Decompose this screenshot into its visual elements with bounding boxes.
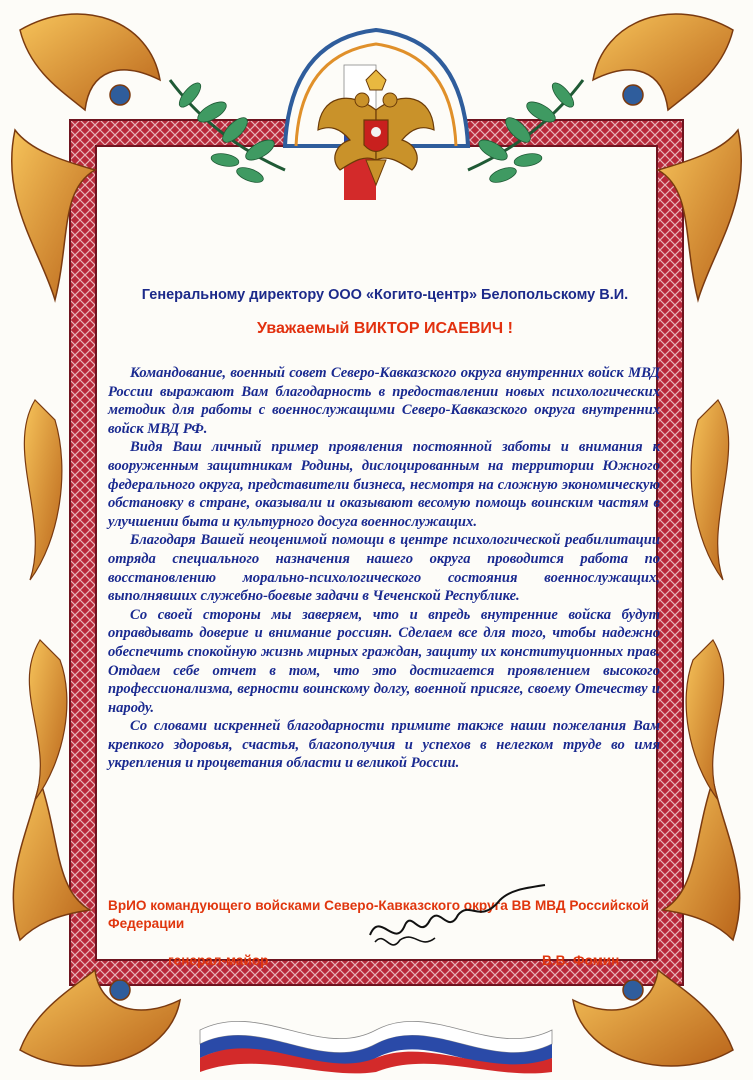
handwritten-signature — [360, 880, 550, 960]
body-paragraph: Видя Ваш личный пример проявления постоянной заботы и внимания к вооруженным защитникам Родины, дислоцированным на территории Южного федерального округа, представители бизнеса, несмотря на сложную экономическую обстановку в стране, оказывали и оказывают весомую помощь воинским частям в улучшении быта и культурного досуга военнослужащих. — [108, 439, 660, 530]
addressee-line: Генеральному директору ООО «Когито-центр» Белопольскому В.И. — [141, 287, 629, 303]
greeting-line: Уважаемый ВИКТОР ИСАЕВИЧ ! — [257, 320, 513, 337]
signatory-rank: генерал-майор — [168, 953, 269, 968]
signatory-title: ВрИО командующего войсками Северо-Кавказского округа ВВ МВД Российской Федерации — [108, 898, 649, 931]
body-paragraph: Благодаря Вашей неоценимой помощи в центре психологической реабилитации отряда специального назначения нашего округа проводится работа по восстановлению морально-психологического состояния военнослужащих, выполнявших служебно-боевые задачи в Чеченской Республике. — [108, 532, 660, 605]
body-paragraph: Командование, военный совет Северо-Кавказского округа внутренних войск МВД России выражают Вам благодарность в предоставлении новых психологических методик для работы с военнослужащими Северо-Кавказского округа внутренних войск МВД РФ. — [108, 365, 660, 437]
letter-body — [108, 364, 660, 773]
signatory-name: В.В. Фомин — [542, 953, 620, 968]
body-paragraph: Со словами искренней благодарности примите также наши пожелания Вам крепкого здоровья, счастья, благополучия и успехов в нелегком труде во имя укрепления и процветания области и великой России. — [108, 718, 660, 772]
body-paragraph: Со своей стороны мы заверяем, что и впредь внутренние войска будут оправдывать доверие и внимание россиян. Сделаем все для того, чтобы надежно обеспечить спокойную жизнь мирных граждан, защиту их конституционных прав. Отдаем себе отчет в том, что это достигается проявлением высокого профессионализма, верности воинскому долгу, военной присяге, своему Отечеству и народу. — [108, 606, 660, 716]
